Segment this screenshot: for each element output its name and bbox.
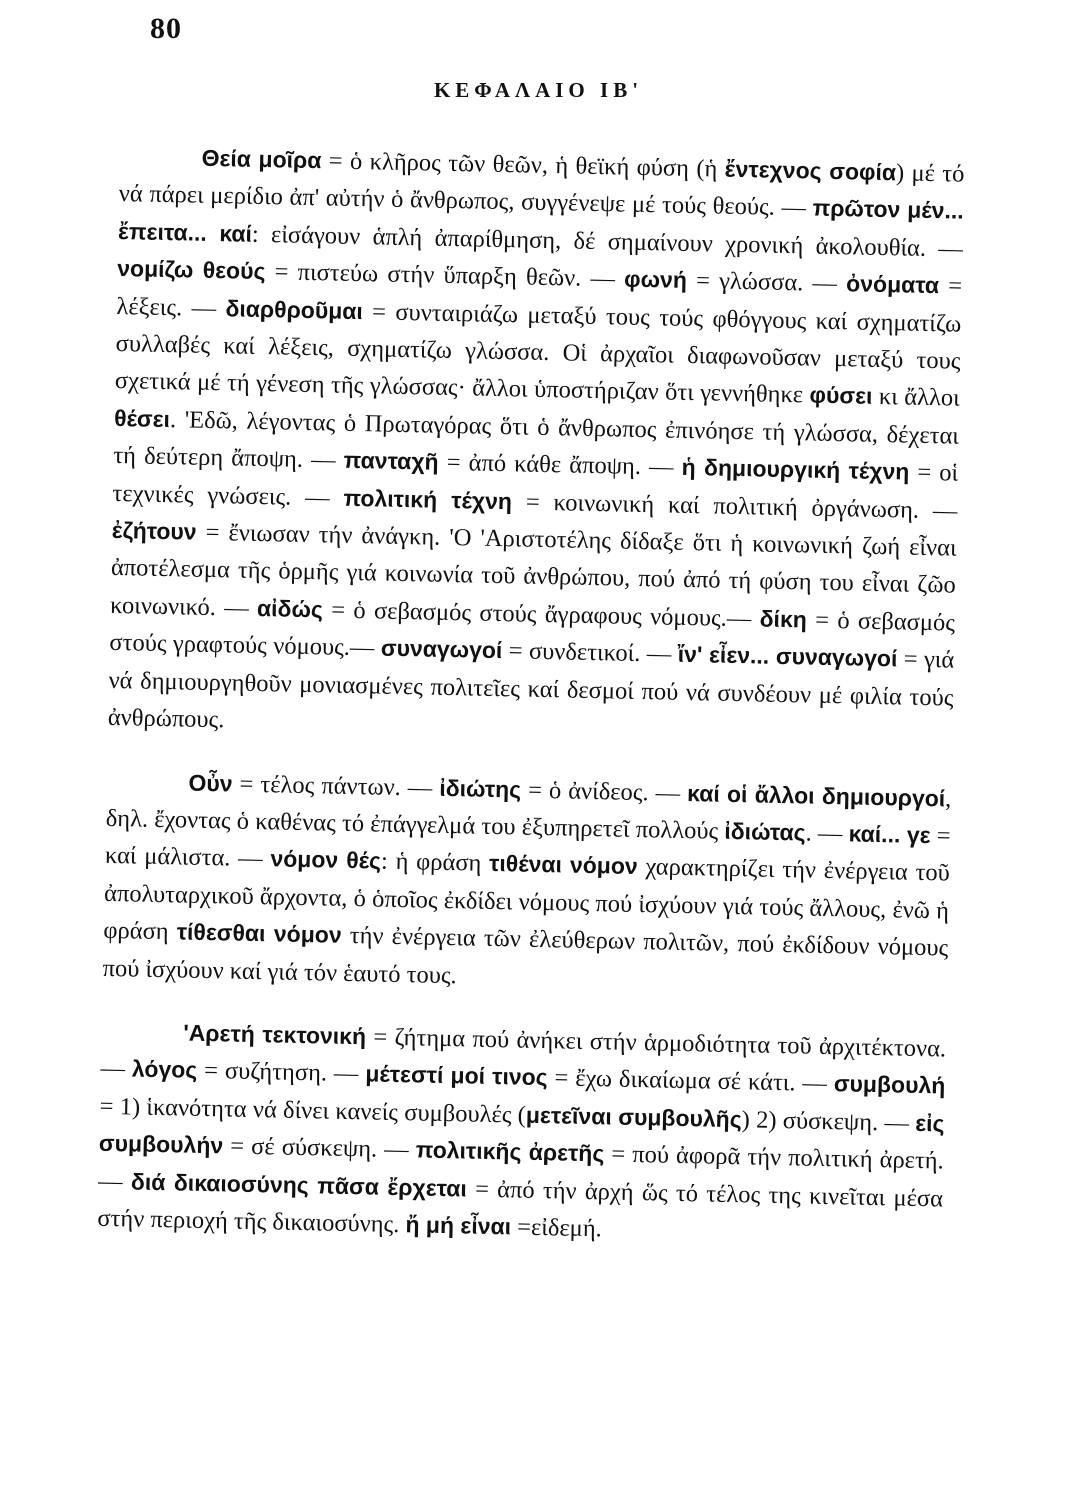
gloss-text: . 'Εδῶ, λέγοντας ὁ Πρωταγόρας ὅτι ὁ ἄνθρωπος ἐπινόησε τή γλώσσα, δέχεται τή δεύτερη ἄποψη. — [113, 405, 960, 475]
gloss-term: πρῶτον μέν... ἔπειτα... καί [117, 194, 964, 247]
gloss-term: ἰδιώτας [724, 817, 806, 846]
gloss-term: πολιτικῆς ἀρετῆς [415, 1136, 605, 1167]
gloss-term: νομίζω θεούς [117, 255, 266, 285]
gloss-text: = συζήτηση. — [196, 1057, 366, 1088]
gloss-text: κι ἄλλοι [872, 383, 961, 413]
gloss-text: : εἰσάγουν ἁπλή ἀπαρίθμηση, δέ σημαίνουν χρονική ἀκολουθία. — [251, 220, 964, 263]
gloss-term: μετεῖναι συμβουλῆς [525, 1101, 743, 1132]
gloss-term: μέτεστί μοί τινος [365, 1060, 548, 1091]
gloss-text: = ζήτημα πού ἀνήκει στήν ἁρμοδιότητα τοῦ ἀρχιτέκτονα. — [100, 1023, 947, 1083]
gloss-text: ) μέ τό νά πάρει μερίδιο ἀπ' αὐτήν ὁ ἄνθρωπος, συγγένεψε μέ τούς θεούς. — [118, 159, 965, 222]
gloss-text: = συνδετικοί. — [502, 637, 679, 669]
gloss-text: , δηλ. ἔχοντας ὁ καθένας τό ἐπάγγελμά του ἐξυπηρετεῖ πολλούς [105, 784, 952, 845]
gloss-term: διά δικαιοσύνης πᾶσα ἔρχεται [130, 1168, 468, 1202]
gloss-text: = ἔνιωσαν τήν ἀνάγκη. 'Ο 'Αριστοτέλης δίδαξε ὅτι ἡ κοινωνική ζωή εἶναι ἀποτέλεσμα τῆς ὁρμῆς γιά κοινωνία τοῦ ἀνθρώπου, πού ἀπό τή φύση του εἶναι ζῶο κοινωνικό. — [109, 518, 957, 622]
gloss-term: φύσει [809, 381, 873, 410]
gloss-term: ἤ μή εἶναι [405, 1211, 512, 1240]
gloss-text: τήν ἐνέργεια τῶν ἐλεύθερων πολιτῶν, πού ἐκδίδουν νόμους πού ἰσχύουν καί γιά τόν ἑαυτό τους. [102, 921, 949, 989]
gloss-text: = τέλος πάντων. — [232, 770, 440, 802]
gloss-term: ἰδιώτης [439, 774, 522, 803]
gloss-term: εἰς συμβουλήν [98, 1109, 945, 1159]
gloss-term: τίθεσθαι νόμον [176, 918, 342, 948]
gloss-text: = ὁ σεβασμός στούς ἄγραφους νόμους.— [322, 596, 760, 633]
gloss-term: διαρθροῦμαι [225, 294, 364, 324]
gloss-text: ) 2) σύσκεψη. — [741, 1105, 916, 1137]
gloss-text: = κοινωνική καί πολιτική ὀργάνωση. — [511, 487, 958, 525]
gloss-text: = καί μάλιστα. — [104, 822, 951, 873]
glossary-paragraph-1 [107, 138, 964, 754]
gloss-term: αἰδώς [256, 594, 324, 623]
page-number: 80 [150, 12, 182, 45]
gloss-text: = γλώσσα. — [686, 267, 847, 298]
gloss-term: 'Αρετή τεκτονική [183, 1019, 367, 1050]
gloss-term: καί... γε [848, 820, 931, 849]
gloss-term: ἔντεχνος σοφία [724, 155, 897, 186]
gloss-text: = ὁ ἀνίδεος. — [520, 776, 688, 807]
gloss-text: = οἱ τεχνικές γνώσεις. — [112, 458, 959, 512]
gloss-text: = ὁ σεβασμός στούς γραφτούς νόμους.— [109, 606, 956, 662]
gloss-term: θέσει [113, 404, 171, 432]
gloss-term: συναγωγοί [380, 634, 503, 664]
gloss-text: = σέ σύσκεψη. — [222, 1132, 417, 1164]
glossary-paragraph-2 [102, 762, 952, 1004]
gloss-term: φωνή [623, 265, 688, 294]
gloss-text: = ἀπό τήν ἀρχή ὥς τό τέλος της κινεῖται μέσα στήν περιοχή τῆς δικαιοσύνης. [97, 1175, 944, 1239]
gloss-term: πανταχῆ [343, 447, 439, 475]
gloss-term: ἴν' εἶεν... συναγωγοί [677, 641, 898, 672]
gloss-text: χαρακτηρίζει τήν ἐνέργεια τοῦ ἀπολυταρχικοῦ ἄρχοντα, ὁ ὁποῖος ἐκδίδει νόμους πού ἰσχύουν γιά τούς ἄλλους, ἐνῶ ἡ φράση [103, 853, 951, 946]
gloss-term: ἡ δημιουργική τέχνη [681, 454, 910, 485]
gloss-term: πολιτική τέχνη [343, 484, 513, 514]
gloss-text: = συνταιριάζω μεταξύ τους τούς φθόγγους καί σχηματίζω συλλαβές καί λέξεις, σχηματίζω γλώσσα. Οἱ ἀρχαῖοι διαφωνοῦσαν μεταξύ τους σχετικά μέ τή γένεση τῆς γλώσσας· ἄλλοι ὑποστήριζαν ὅτι γεννήθηκε [114, 297, 962, 409]
gloss-term: δίκη [759, 605, 808, 633]
gloss-term: λόγος [131, 1055, 198, 1084]
gloss-text: = ἔχω δικαίωμα σέ κάτι. — [547, 1064, 835, 1098]
gloss-text: = πού ἀφορᾶ τήν πολιτική ἀρετή. — [97, 1140, 945, 1196]
gloss-text: . — [805, 819, 849, 848]
gloss-term: νόμον θές [270, 845, 382, 874]
gloss-term: ἐζήτουν [111, 516, 197, 545]
gloss-text: = λέξεις. — [116, 272, 963, 322]
gloss-text: = πιστεύω στήν ὕπαρξη θεῶν. — [265, 258, 625, 293]
chapter-title: ΚΕΦΑΛΑΙΟ ΙΒ' [433, 78, 644, 102]
gloss-term: Θεία μοῖρα [201, 144, 322, 174]
gloss-text: =εἰδεμή. [510, 1213, 603, 1243]
gloss-text: = ὁ κλῆρος τῶν θεῶν, ἡ θεϊκή φύση (ἡ [321, 147, 725, 183]
gloss-text: : ἡ φράση [380, 847, 490, 878]
gloss-text: = 1) ἱκανότητα νά δίνει κανείς συμβουλές ( [99, 1092, 527, 1129]
gloss-term: ὀνόματα [845, 270, 940, 299]
gloss-term: τιθέναι νόμον [488, 850, 638, 880]
gloss-text: = γιά νά δημιουργηθοῦν μονιασμένες πολιτεῖες καί δεσμοί πού νά συνδέουν μέ φιλία τούς ἀνθρώπους. [107, 645, 955, 734]
gloss-text: = ἀπό κάθε ἄποψη. — [438, 448, 682, 482]
gloss-term: καί οἱ ἄλλοι δημιουργοί [686, 779, 946, 811]
gloss-term: συμβουλή [833, 1070, 946, 1099]
gloss-term: Οὖν [188, 769, 233, 796]
glossary-paragraph-3 [97, 1013, 947, 1255]
glossary-body [97, 138, 965, 1255]
